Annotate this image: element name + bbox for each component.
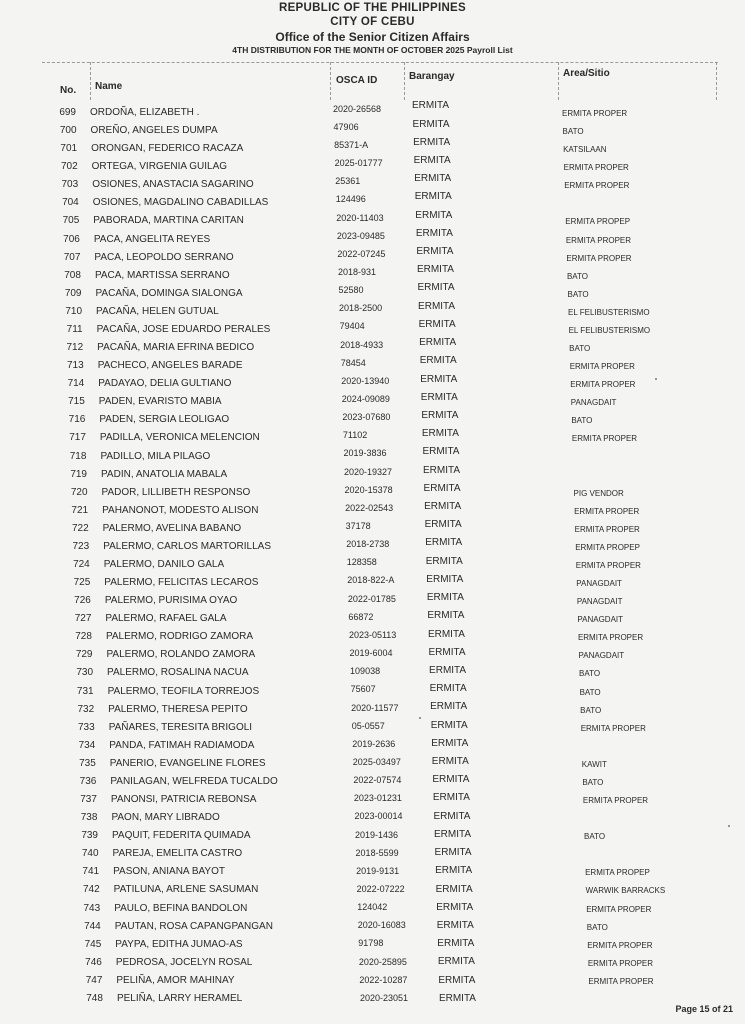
row-number: 712 — [66, 342, 84, 354]
osca-id: 2020-19327 — [344, 466, 393, 477]
barangay: ERMITA — [413, 154, 451, 166]
row-number: 745 — [84, 938, 102, 950]
senior-name: PATILUNA, ARLENE SASUMAN — [113, 884, 259, 896]
senior-name: PACAÑA, MARIA EFRINA BEDICO — [97, 342, 255, 354]
table-row — [59, 409, 690, 432]
osca-id: 2019-1436 — [355, 829, 399, 840]
area-sitio: PANAGDAIT — [576, 597, 623, 607]
table-row — [73, 866, 690, 884]
barangay: ERMITA — [415, 227, 453, 239]
row-number: 723 — [72, 540, 90, 552]
table-row — [52, 173, 690, 197]
senior-name: PELIÑA, LARRY HERAMEL — [116, 992, 243, 1004]
barangay: ERMITA — [418, 318, 456, 330]
column-divider — [330, 62, 331, 100]
barangay: ERMITA — [416, 264, 454, 276]
column-divider — [404, 62, 405, 100]
senior-name: ORTEGA, VIRGENIA GUILAG — [91, 161, 228, 173]
table-row — [65, 592, 690, 613]
table-row — [69, 737, 690, 758]
area-sitio: PANAGDAIT — [570, 398, 617, 408]
senior-name: PADAYAO, DELIA GULTIANO — [98, 378, 232, 390]
senior-name: OSIONES, MAGDALINO CABADILLAS — [92, 197, 269, 209]
osca-id: 71102 — [342, 430, 368, 441]
row-number: 747 — [85, 974, 103, 986]
barangay: ERMITA — [421, 428, 459, 440]
osca-id: 2020-23051 — [359, 992, 408, 1003]
barangay: ERMITA — [429, 664, 467, 676]
osca-id: 2018-2500 — [339, 303, 383, 314]
column-header-name: Name — [95, 81, 123, 92]
osca-id: 2022-07574 — [353, 775, 402, 786]
area-sitio: ERMITA PROPER — [587, 940, 653, 950]
osca-id: 2022-07245 — [337, 248, 386, 259]
senior-name: ORDOÑA, ELIZABETH . — [90, 107, 200, 118]
barangay: ERMITA — [420, 391, 458, 403]
row-number: 741 — [82, 866, 100, 878]
scan-speck — [419, 717, 421, 719]
area-sitio: BATO — [571, 416, 593, 426]
senior-name: PACA, ANGELITA REYES — [93, 233, 211, 245]
osca-id: 2020-11403 — [336, 212, 384, 223]
osca-id: 2019-9131 — [356, 865, 400, 876]
row-number: 713 — [67, 360, 84, 372]
senior-name: PANONSI, PATRICIA REBONSA — [110, 794, 257, 806]
barangay: ERMITA — [420, 373, 458, 385]
table-row — [50, 100, 690, 125]
area-sitio: ERMITA PROPEP — [585, 868, 650, 878]
senior-name: PAHANONOT, MODESTO ALISON — [102, 504, 259, 516]
area-sitio: BATO — [566, 271, 588, 281]
senior-name: PALERMO, AVELINA BABANO — [102, 522, 242, 534]
barangay: ERMITA — [415, 209, 453, 221]
table-row — [63, 537, 690, 559]
table-row — [70, 758, 690, 776]
table-row — [70, 776, 690, 794]
table-row — [68, 701, 690, 722]
senior-name: PACHECO, ANGELES BARADE — [97, 360, 243, 372]
barangay: ERMITA — [435, 865, 473, 877]
osca-id: 2019-6004 — [349, 648, 393, 659]
table-row — [76, 975, 690, 993]
area-sitio: ERMITA PROPER — [562, 109, 628, 118]
osca-id: 85371-A — [334, 139, 369, 150]
barangay: ERMITA — [432, 792, 470, 804]
row-number: 735 — [79, 757, 96, 769]
area-sitio: ERMITA PROPER — [571, 434, 638, 444]
senior-name: PELIÑA, AMOR MAHINAY — [116, 974, 235, 986]
area-sitio: PANAGDAIT — [577, 615, 624, 625]
area-sitio: ERMITA PROPER — [587, 958, 654, 968]
row-number: 705 — [62, 215, 80, 227]
area-sitio: BATO — [567, 289, 589, 299]
table-row — [72, 830, 690, 848]
barangay: ERMITA — [413, 136, 451, 148]
row-number: 709 — [64, 287, 82, 299]
osca-id: 37178 — [345, 521, 371, 532]
osca-id: 2018-4933 — [340, 339, 384, 350]
row-number: 734 — [78, 739, 96, 751]
osca-id: 2020-16083 — [357, 920, 406, 931]
area-sitio: ERMITA PROPER — [565, 235, 632, 245]
osca-id: 91798 — [358, 938, 384, 949]
table-row — [67, 646, 691, 667]
table-row — [55, 264, 690, 288]
barangay: ERMITA — [434, 847, 472, 859]
barangay: ERMITA — [431, 737, 469, 749]
senior-name: PALERMO, ROSALINA NACUA — [107, 667, 249, 679]
barangay: ERMITA — [423, 482, 461, 494]
area-sitio: EL FELIBUSTERISMO — [568, 307, 650, 317]
table-row — [56, 300, 690, 324]
senior-name: PALERMO, ROLANDO ZAMORA — [106, 649, 256, 661]
area-sitio: ERMITA PROPER — [569, 362, 635, 372]
table-row — [71, 812, 690, 830]
area-sitio: BATO — [580, 705, 602, 715]
senior-name: PAQUIT, FEDERITA QUIMADA — [112, 830, 251, 842]
senior-name: PANDA, FATIMAH RADIAMODA — [109, 739, 255, 751]
senior-name: PAREJA, EMELITA CASTRO — [112, 848, 243, 860]
row-number: 730 — [76, 667, 94, 679]
osca-id: 2022-07222 — [356, 883, 405, 894]
osca-id: 79404 — [339, 321, 365, 332]
osca-id: 2020-11577 — [351, 702, 399, 713]
area-sitio: ERMITA PROPER — [586, 904, 652, 914]
row-number: 728 — [75, 631, 92, 643]
osca-id: 2023-00014 — [354, 811, 403, 822]
barangay: ERMITA — [438, 992, 476, 1004]
osca-id: 2025-01777 — [334, 158, 383, 169]
barangay: ERMITA — [425, 537, 463, 549]
row-number: 701 — [60, 143, 78, 155]
barangay: ERMITA — [436, 901, 474, 913]
area-sitio: BATO — [562, 127, 584, 137]
senior-name: ORONGAN, FEDERICO RACAZA — [91, 143, 244, 155]
osca-id: 66872 — [348, 611, 374, 622]
senior-name: PADOR, LILLIBETH RESPONSO — [101, 486, 251, 498]
barangay: ERMITA — [423, 464, 461, 476]
area-sitio: BATO — [586, 922, 608, 932]
column-header-no: No. — [60, 85, 77, 96]
header-payroll-title: 4TH DISTRIBUTION FOR THE MONTH OF OCTOBER 2025 Payroll List — [232, 45, 513, 55]
column-header-barangay: Barangay — [409, 71, 455, 82]
area-sitio: ERMITA PROPER — [574, 524, 640, 534]
row-number: 720 — [70, 486, 88, 498]
row-number: 706 — [63, 233, 80, 245]
area-sitio: BATO — [579, 669, 601, 679]
senior-name: PADEN, EVARISTO MABIA — [98, 396, 222, 408]
row-number: 733 — [78, 721, 95, 733]
barangay: ERMITA — [429, 683, 467, 695]
barangay: ERMITA — [435, 883, 473, 895]
osca-id: 52580 — [338, 285, 364, 296]
senior-name: PANERIO, EVANGELINE FLORES — [109, 757, 266, 769]
barangay: ERMITA — [425, 555, 463, 567]
osca-id: 2025-03497 — [352, 756, 401, 767]
row-number: 716 — [68, 414, 86, 426]
osca-id: 2018-822-A — [347, 575, 395, 586]
senior-name: PAYPA, EDITHA JUMAO-AS — [115, 938, 243, 950]
osca-id: 2023-01231 — [353, 793, 402, 804]
senior-name: PAON, MARY LIBRADO — [111, 812, 220, 824]
row-number: 727 — [74, 613, 92, 625]
osca-id: 2020-25895 — [358, 956, 407, 967]
osca-id: 2020-13940 — [341, 375, 390, 386]
osca-id: 2022-10287 — [359, 974, 408, 985]
area-sitio: PIG VENDOR — [573, 488, 624, 498]
barangay: ERMITA — [412, 118, 450, 130]
area-sitio: ERMITA PROPER — [570, 380, 636, 390]
osca-id: 128358 — [346, 557, 377, 568]
row-number: 746 — [85, 956, 102, 968]
table-row — [52, 154, 690, 179]
row-number: 715 — [68, 396, 85, 408]
osca-id: 109038 — [350, 666, 381, 677]
osca-id: 25361 — [335, 176, 361, 187]
column-header-osca-id: OSCA ID — [336, 75, 378, 86]
row-number: 731 — [76, 685, 94, 697]
table-row — [69, 719, 690, 740]
area-sitio: BATO — [582, 777, 604, 787]
table-row — [74, 903, 690, 921]
row-number: 719 — [70, 468, 87, 480]
senior-name: PALERMO, TEOFILA TORREJOS — [107, 685, 260, 697]
osca-id: 2019-3836 — [343, 448, 387, 459]
area-sitio: ERMITA PROPER — [577, 633, 644, 643]
senior-name: PABORADA, MARTINA CARITAN — [93, 215, 244, 227]
senior-name: PALERMO, RAFAEL GALA — [105, 613, 227, 625]
senior-name: PAUTAN, ROSA CAPANGPANGAN — [114, 920, 273, 932]
senior-name: PADIN, ANATOLIA MABALA — [101, 468, 228, 480]
barangay: ERMITA — [421, 409, 459, 421]
header-country: REPUBLIC OF THE PHILIPPINES — [278, 2, 466, 14]
row-number: 744 — [84, 920, 101, 932]
table-row — [73, 848, 690, 866]
area-sitio: KATSILAAN — [563, 145, 607, 155]
scan-speck — [655, 378, 657, 380]
row-number: 717 — [69, 432, 86, 444]
osca-id: 2023-05113 — [348, 629, 397, 640]
senior-name: PACA, MARTISSA SERRANO — [94, 269, 230, 281]
scan-speck — [728, 825, 730, 827]
barangay: ERMITA — [419, 355, 457, 367]
row-number: 740 — [81, 848, 99, 860]
row-number: 700 — [59, 125, 77, 137]
senior-name: PALERMO, CARLOS MARTORILLAS — [103, 540, 272, 552]
header-office: Office of the Senior Citizen Affairs — [275, 30, 470, 44]
row-number: 707 — [63, 251, 81, 263]
senior-name: PACAÑA, JOSE EDUARDO PERALES — [96, 323, 271, 335]
row-number: 742 — [82, 884, 100, 896]
osca-id: 2022-01785 — [347, 593, 396, 604]
senior-name: PALERMO, DANILO GALA — [103, 559, 225, 570]
table-row — [74, 884, 690, 902]
table-row — [66, 628, 690, 649]
senior-name: PADEN, SERGIA LEOLIGAO — [99, 414, 230, 426]
osca-id: 2023-07680 — [342, 412, 391, 423]
table-row — [67, 664, 690, 685]
osca-id: 2019-2636 — [352, 738, 396, 749]
area-sitio: EL FELIBUSTERISMO — [568, 325, 651, 335]
senior-name: OSIONES, ANASTACIA SAGARINO — [92, 179, 254, 191]
row-number: 703 — [61, 179, 79, 191]
senior-name: PACAÑA, DOMINGA SIALONGA — [95, 287, 243, 299]
area-sitio: ERMITA PROPER — [563, 163, 629, 173]
barangay: ERMITA — [427, 628, 465, 640]
area-sitio: BATO — [569, 344, 591, 354]
barangay: ERMITA — [414, 191, 452, 203]
osca-id: 47906 — [333, 121, 359, 132]
row-number: 702 — [60, 161, 78, 173]
barangay: ERMITA — [426, 592, 464, 604]
senior-name: PACA, LEOPOLDO SERRANO — [94, 251, 234, 263]
barangay: ERMITA — [424, 501, 462, 513]
column-header-area-sitio: Area/Sitio — [563, 68, 610, 79]
row-number: 711 — [66, 323, 83, 335]
barangay: ERMITA — [416, 246, 454, 258]
column-divider — [90, 62, 91, 100]
osca-id: 2024-09089 — [341, 394, 390, 404]
barangay: ERMITA — [430, 701, 468, 713]
osca-id: 78454 — [340, 357, 366, 368]
senior-name: PALERMO, THERESA PEPITO — [108, 703, 248, 715]
senior-name: PALERMO, PURISIMA OYAO — [104, 595, 238, 607]
header-city: CITY OF CEBU — [330, 16, 415, 28]
row-number: 726 — [74, 595, 91, 607]
barangay: ERMITA — [414, 173, 452, 185]
page-number: Page 15 of 21 — [675, 1004, 733, 1014]
senior-name: PASON, ANIANA BAYOT — [113, 866, 225, 878]
table-row — [51, 118, 690, 143]
senior-name: PAULO, BEFINA BANDOLON — [114, 902, 248, 914]
row-number: 725 — [73, 577, 91, 589]
area-sitio: BATO — [579, 687, 601, 697]
barangay: ERMITA — [422, 446, 460, 458]
barangay: ERMITA — [432, 774, 470, 786]
osca-id: 124496 — [335, 194, 366, 205]
barangay: ERMITA — [428, 646, 466, 658]
table-row — [62, 501, 690, 523]
row-number: 718 — [69, 450, 87, 462]
area-sitio: WARWIK BARRACKS — [585, 886, 666, 896]
table-row — [76, 957, 690, 975]
area-sitio: ERMITA PROPER — [574, 506, 640, 516]
barangay: ERMITA — [431, 756, 469, 768]
senior-name: PALERMO, FELICITAS LECAROS — [104, 577, 259, 589]
table-row — [75, 921, 690, 939]
barangay: ERMITA — [430, 719, 468, 731]
barangay: ERMITA — [436, 919, 474, 931]
osca-id: 2023-09485 — [336, 230, 385, 241]
table-row — [64, 555, 690, 577]
table-row — [71, 794, 690, 812]
barangay: ERMITA — [427, 610, 465, 622]
table-row — [65, 610, 690, 631]
area-sitio: ERMITA PROPER — [564, 181, 630, 191]
barangay: ERMITA — [419, 337, 457, 349]
row-number: 736 — [79, 775, 97, 787]
barangay: ERMITA — [424, 519, 462, 531]
senior-name: OREÑO, ANGELES DUMPA — [90, 125, 218, 137]
table-row — [68, 683, 690, 704]
barangay: ERMITA — [438, 974, 476, 986]
osca-id: 2018-5599 — [355, 847, 399, 858]
row-number: 737 — [80, 794, 97, 806]
row-number: 704 — [62, 197, 79, 209]
row-number: 708 — [64, 269, 81, 281]
table-row — [64, 573, 690, 595]
area-sitio: PANAGDAIT — [578, 651, 625, 661]
row-number: 710 — [65, 305, 83, 317]
area-sitio: ERMITA PROPEP — [575, 542, 640, 552]
osca-id: 2022-02543 — [345, 502, 394, 513]
table-header-border — [42, 62, 718, 103]
senior-name: PANILAGAN, WELFREDA TUCALDO — [110, 775, 278, 787]
area-sitio: PANAGDAIT — [576, 579, 622, 589]
row-number: 748 — [86, 992, 103, 1004]
row-number: 714 — [67, 378, 85, 390]
senior-name: PAÑARES, TERESITA BRIGOLI — [108, 721, 253, 733]
row-number: 724 — [73, 559, 90, 570]
row-number: 743 — [83, 902, 101, 914]
barangay: ERMITA — [434, 828, 472, 840]
area-sitio: KAWIT — [581, 759, 607, 769]
row-number: 722 — [71, 522, 89, 534]
osca-id: 75607 — [350, 684, 376, 695]
senior-name: PADILLA, VERONICA MELENCION — [99, 432, 260, 444]
area-sitio: ERMITA PROPEP — [565, 217, 631, 227]
osca-id: 2018-2738 — [346, 539, 390, 550]
barangay: ERMITA — [426, 573, 464, 585]
table-row — [57, 337, 690, 360]
osca-id: 2020-15378 — [344, 484, 393, 495]
area-sitio: ERMITA PROPER — [575, 561, 641, 570]
osca-id: 05-0557 — [351, 720, 385, 731]
row-number: 732 — [77, 703, 95, 715]
barangay: ERMITA — [437, 956, 475, 968]
area-sitio: ERMITA PROPER — [588, 976, 654, 986]
row-number: 721 — [71, 504, 89, 516]
senior-name: PADILLO, MILA PILAGO — [100, 450, 211, 462]
table-row — [75, 939, 690, 957]
area-sitio: ERMITA PROPER — [566, 253, 632, 263]
barangay: ERMITA — [437, 938, 475, 950]
area-sitio: ERMITA PROPER — [580, 723, 646, 733]
area-sitio: BATO — [584, 832, 606, 842]
barangay: ERMITA — [433, 810, 471, 822]
row-number: 699 — [59, 107, 76, 118]
senior-name: PALERMO, RODRIGO ZAMORA — [105, 631, 253, 643]
table-row — [63, 519, 690, 541]
senior-name: PEDROSA, JOCELYN ROSAL — [115, 956, 253, 968]
row-number: 729 — [75, 649, 93, 661]
osca-id: 124042 — [357, 902, 388, 913]
column-divider — [558, 62, 559, 100]
row-number: 738 — [80, 812, 98, 824]
table-row — [77, 993, 690, 1011]
barangay: ERMITA — [417, 282, 455, 294]
barangay: ERMITA — [418, 300, 456, 312]
area-sitio: ERMITA PROPER — [582, 796, 649, 806]
osca-id: 2020-26568 — [333, 103, 382, 114]
column-divider — [716, 62, 717, 100]
osca-id: 2018-931 — [337, 267, 376, 277]
row-number: 739 — [81, 830, 98, 842]
barangay: ERMITA — [412, 100, 450, 112]
senior-name: PACAÑA, HELEN GUTUAL — [96, 305, 219, 317]
